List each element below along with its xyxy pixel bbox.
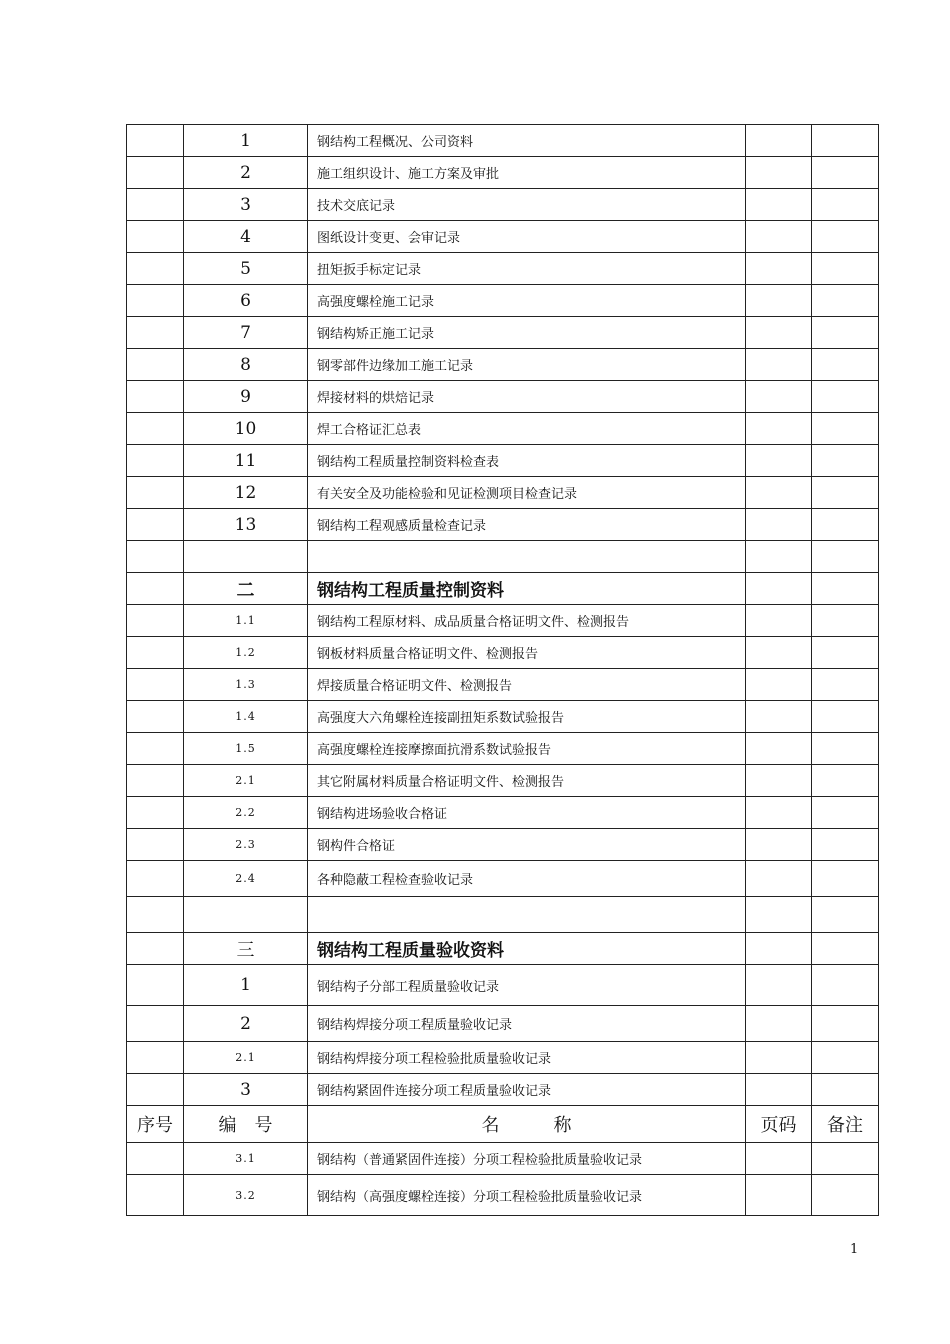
page-cell xyxy=(746,637,812,669)
table-row xyxy=(127,797,879,829)
table-row xyxy=(127,509,879,541)
item-name: 钢结构工程原材料、成品质量合格证明文件、检测报告 xyxy=(308,605,746,637)
serial-cell xyxy=(127,933,184,965)
page-cell xyxy=(746,965,812,1006)
item-number: 3 xyxy=(184,1074,308,1106)
serial-cell xyxy=(127,189,184,221)
serial-cell xyxy=(127,965,184,1006)
remark-cell xyxy=(812,189,879,221)
empty-cell xyxy=(184,897,308,933)
remark-cell xyxy=(812,765,879,797)
item-number: 12 xyxy=(184,477,308,509)
item-name: 焊接材料的烘焙记录 xyxy=(308,381,746,413)
serial-cell xyxy=(127,157,184,189)
empty-cell xyxy=(746,541,812,573)
serial-cell xyxy=(127,253,184,285)
serial-cell xyxy=(127,349,184,381)
page-cell xyxy=(746,933,812,965)
remark-cell xyxy=(812,701,879,733)
serial-cell xyxy=(127,1006,184,1042)
page-cell xyxy=(746,573,812,605)
item-number: 3.2 xyxy=(184,1175,308,1216)
table-row xyxy=(127,189,879,221)
item-name: 高强度螺栓施工记录 xyxy=(308,285,746,317)
serial-cell xyxy=(127,1175,184,1216)
remark-cell xyxy=(812,221,879,253)
serial-cell xyxy=(127,477,184,509)
remark-cell xyxy=(812,1175,879,1216)
item-number: 1.2 xyxy=(184,637,308,669)
item-number: 2.4 xyxy=(184,861,308,897)
page-cell xyxy=(746,829,812,861)
item-name: 钢结构焊接分项工程质量验收记录 xyxy=(308,1006,746,1042)
remark-cell xyxy=(812,1006,879,1042)
empty-cell xyxy=(308,541,746,573)
serial-cell xyxy=(127,445,184,477)
empty-cell xyxy=(812,897,879,933)
item-number: 7 xyxy=(184,317,308,349)
item-name: 钢结构子分部工程质量验收记录 xyxy=(308,965,746,1006)
header-page: 页码 xyxy=(746,1106,812,1143)
table-row xyxy=(127,317,879,349)
table-row xyxy=(127,477,879,509)
item-name: 高强度大六角螺栓连接副扭矩系数试验报告 xyxy=(308,701,746,733)
serial-cell xyxy=(127,797,184,829)
page-cell xyxy=(746,189,812,221)
table-row xyxy=(127,221,879,253)
remark-cell xyxy=(812,1042,879,1074)
remark-cell xyxy=(812,477,879,509)
remark-cell xyxy=(812,829,879,861)
remark-cell xyxy=(812,253,879,285)
item-number: 11 xyxy=(184,445,308,477)
header-name: 名 称 xyxy=(308,1106,746,1143)
table-row xyxy=(127,413,879,445)
table-row xyxy=(127,701,879,733)
remark-cell xyxy=(812,381,879,413)
item-name: 高强度螺栓连接摩擦面抗滑系数试验报告 xyxy=(308,733,746,765)
table-row xyxy=(127,253,879,285)
remark-cell xyxy=(812,573,879,605)
table-row xyxy=(127,125,879,157)
item-number: 1.1 xyxy=(184,605,308,637)
page-cell xyxy=(746,477,812,509)
empty-cell xyxy=(746,897,812,933)
item-name: 技术交底记录 xyxy=(308,189,746,221)
page-cell xyxy=(746,1042,812,1074)
serial-cell xyxy=(127,701,184,733)
item-name: 钢结构（普通紧固件连接）分项工程检验批质量验收记录 xyxy=(308,1143,746,1175)
item-number: 8 xyxy=(184,349,308,381)
header-serial: 序号 xyxy=(127,1106,184,1143)
page-cell xyxy=(746,381,812,413)
serial-cell xyxy=(127,221,184,253)
item-name: 焊工合格证汇总表 xyxy=(308,413,746,445)
item-number: 1.5 xyxy=(184,733,308,765)
item-number: 9 xyxy=(184,381,308,413)
item-number: 2.3 xyxy=(184,829,308,861)
page-cell xyxy=(746,157,812,189)
page-cell xyxy=(746,1143,812,1175)
table-row xyxy=(127,1074,879,1106)
serial-cell xyxy=(127,829,184,861)
table-row xyxy=(127,1143,879,1175)
header-code: 编 号 xyxy=(184,1106,308,1143)
blank-row xyxy=(127,897,879,933)
serial-cell xyxy=(127,861,184,897)
page-cell xyxy=(746,509,812,541)
empty-cell xyxy=(184,541,308,573)
serial-cell xyxy=(127,317,184,349)
item-name: 钢结构紧固件连接分项工程质量验收记录 xyxy=(308,1074,746,1106)
item-name: 钢结构工程概况、公司资料 xyxy=(308,125,746,157)
remark-cell xyxy=(812,933,879,965)
serial-cell xyxy=(127,125,184,157)
remark-cell xyxy=(812,349,879,381)
table-row xyxy=(127,1006,879,1042)
table-row xyxy=(127,157,879,189)
item-name: 图纸设计变更、会审记录 xyxy=(308,221,746,253)
table-body xyxy=(127,125,879,1216)
page-cell xyxy=(746,669,812,701)
serial-cell xyxy=(127,509,184,541)
page-cell xyxy=(746,1006,812,1042)
serial-cell xyxy=(127,669,184,701)
item-number: 2.1 xyxy=(184,765,308,797)
item-number: 2.1 xyxy=(184,1042,308,1074)
item-number: 三 xyxy=(184,933,308,965)
table-row xyxy=(127,1042,879,1074)
page-cell xyxy=(746,413,812,445)
item-number: 5 xyxy=(184,253,308,285)
item-number: 10 xyxy=(184,413,308,445)
remark-cell xyxy=(812,733,879,765)
remark-cell xyxy=(812,669,879,701)
item-name: 钢结构焊接分项工程检验批质量验收记录 xyxy=(308,1042,746,1074)
table-row xyxy=(127,733,879,765)
item-name: 施工组织设计、施工方案及审批 xyxy=(308,157,746,189)
remark-cell xyxy=(812,637,879,669)
item-number: 1 xyxy=(184,965,308,1006)
item-name: 钢结构（高强度螺栓连接）分项工程检验批质量验收记录 xyxy=(308,1175,746,1216)
empty-cell xyxy=(308,897,746,933)
serial-cell xyxy=(127,637,184,669)
table-row xyxy=(127,829,879,861)
section-row xyxy=(127,933,879,965)
item-number: 3.1 xyxy=(184,1143,308,1175)
table-row xyxy=(127,285,879,317)
item-name: 有关安全及功能检验和见证检测项目检查记录 xyxy=(308,477,746,509)
page-cell xyxy=(746,285,812,317)
page-cell xyxy=(746,445,812,477)
page-cell xyxy=(746,1074,812,1106)
table-row xyxy=(127,605,879,637)
page-cell xyxy=(746,317,812,349)
item-number: 2 xyxy=(184,157,308,189)
page-cell xyxy=(746,221,812,253)
item-number: 1.3 xyxy=(184,669,308,701)
item-name: 各种隐蔽工程检查验收记录 xyxy=(308,861,746,897)
item-number: 二 xyxy=(184,573,308,605)
remark-cell xyxy=(812,965,879,1006)
section-row xyxy=(127,573,879,605)
empty-cell xyxy=(812,541,879,573)
table-row xyxy=(127,445,879,477)
item-number: 13 xyxy=(184,509,308,541)
serial-cell xyxy=(127,413,184,445)
page-cell xyxy=(746,733,812,765)
table-row xyxy=(127,637,879,669)
remark-cell xyxy=(812,797,879,829)
item-name: 钢结构工程观感质量检查记录 xyxy=(308,509,746,541)
serial-cell xyxy=(127,573,184,605)
remark-cell xyxy=(812,509,879,541)
page-number: 1 xyxy=(850,1242,859,1257)
remark-cell xyxy=(812,125,879,157)
document-table xyxy=(126,124,879,1216)
item-name: 钢构件合格证 xyxy=(308,829,746,861)
serial-cell xyxy=(127,733,184,765)
table-row xyxy=(127,765,879,797)
item-name: 钢板材料质量合格证明文件、检测报告 xyxy=(308,637,746,669)
remark-cell xyxy=(812,445,879,477)
serial-cell xyxy=(127,1042,184,1074)
serial-cell xyxy=(127,765,184,797)
item-name: 扭矩扳手标定记录 xyxy=(308,253,746,285)
page-cell xyxy=(746,765,812,797)
item-number: 3 xyxy=(184,189,308,221)
item-number: 2.2 xyxy=(184,797,308,829)
item-name: 钢结构工程质量控制资料 xyxy=(308,573,746,605)
serial-cell xyxy=(127,1074,184,1106)
page-cell xyxy=(746,125,812,157)
page-cell xyxy=(746,605,812,637)
header-remark: 备注 xyxy=(812,1106,879,1143)
table-row xyxy=(127,381,879,413)
remark-cell xyxy=(812,1074,879,1106)
remark-cell xyxy=(812,317,879,349)
serial-cell xyxy=(127,1143,184,1175)
item-name: 其它附属材料质量合格证明文件、检测报告 xyxy=(308,765,746,797)
table-row xyxy=(127,861,879,897)
item-number: 4 xyxy=(184,221,308,253)
page-cell xyxy=(746,253,812,285)
remark-cell xyxy=(812,605,879,637)
item-number: 1.4 xyxy=(184,701,308,733)
table-row xyxy=(127,965,879,1006)
serial-cell xyxy=(127,605,184,637)
page-cell xyxy=(746,349,812,381)
item-name: 钢结构工程质量验收资料 xyxy=(308,933,746,965)
item-number: 1 xyxy=(184,125,308,157)
item-name: 焊接质量合格证明文件、检测报告 xyxy=(308,669,746,701)
remark-cell xyxy=(812,285,879,317)
table-row xyxy=(127,669,879,701)
item-name: 钢零部件边缘加工施工记录 xyxy=(308,349,746,381)
table-row xyxy=(127,349,879,381)
item-name: 钢结构进场验收合格证 xyxy=(308,797,746,829)
remark-cell xyxy=(812,157,879,189)
page-cell xyxy=(746,1175,812,1216)
table-row xyxy=(127,1175,879,1216)
empty-cell xyxy=(127,897,184,933)
item-number: 2 xyxy=(184,1006,308,1042)
item-name: 钢结构矫正施工记录 xyxy=(308,317,746,349)
page-cell xyxy=(746,861,812,897)
serial-cell xyxy=(127,285,184,317)
remark-cell xyxy=(812,861,879,897)
blank-row xyxy=(127,541,879,573)
table-header-row xyxy=(127,1106,879,1143)
serial-cell xyxy=(127,381,184,413)
remark-cell xyxy=(812,413,879,445)
page-cell xyxy=(746,797,812,829)
page-cell xyxy=(746,701,812,733)
empty-cell xyxy=(127,541,184,573)
remark-cell xyxy=(812,1143,879,1175)
item-name: 钢结构工程质量控制资料检查表 xyxy=(308,445,746,477)
item-number: 6 xyxy=(184,285,308,317)
